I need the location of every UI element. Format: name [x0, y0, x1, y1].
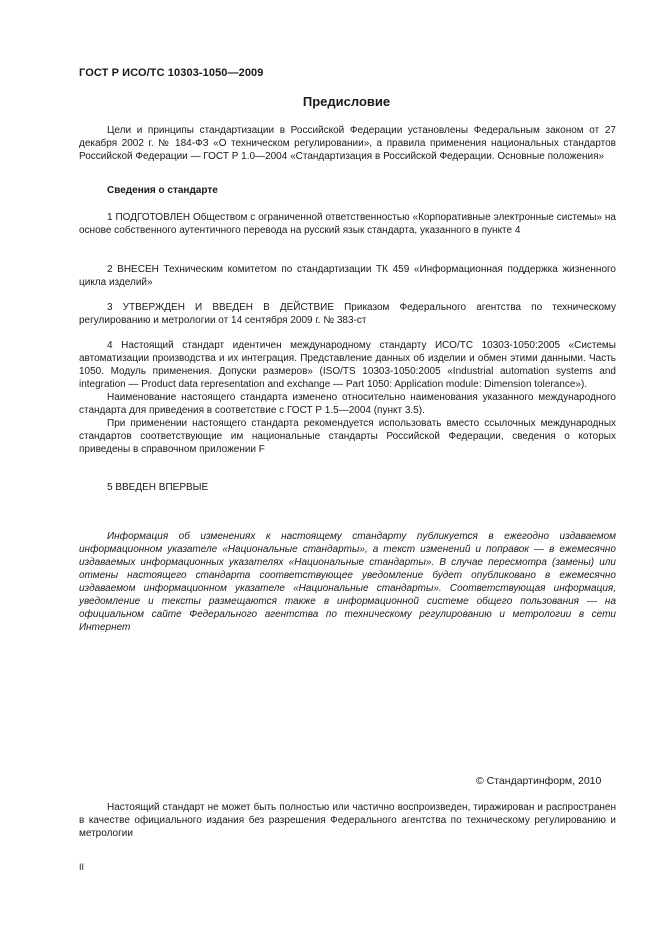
item-3-text: 3 УТВЕРЖДЕН И ВВЕДЕН В ДЕЙСТВИЕ Приказом Федерального агентства по техническому регулированию и метрологии от 14 сентября 2009 г. № 383-ст	[79, 302, 616, 326]
item-1-text: 1 ПОДГОТОВЛЕН Обществом с ограниченной ответственностью «Корпоративные электронные системы» на основе собственного аутентичного перевода на русский язык стандарта, указанного в пункте 4	[79, 212, 616, 236]
notice-paragraph: Информация об изменениях к настоящему стандарту публикуется в ежегодно издаваемом информационном указателе «Национальные стандарты», а текст изменений и поправок — в ежемесячно издаваемых информационных указателях «Национальные стандарты». В случае пересмотра (замены) или отмены настоящего стандарта соответствующее уведомление будет опубликовано в ежемесячно издаваемом информационном указателе «Национальные стандарты». Соответствующая информация, уведомление и тексты размещаются также в информационной системе общего пользования — на официальном сайте Федерального агентства по техническому регулированию и метрологии в сети Интернет	[79, 531, 616, 633]
item-2	[79, 263, 616, 289]
info-heading: Сведения о стандарте	[107, 185, 218, 196]
item-4-reference-note: При применении настоящего стандарта рекомендуется использовать вместо ссылочных международных стандартов соответствующие им национальные стандарты Российской Федерации, сведения о которых приведены в справочном приложении F	[79, 418, 616, 455]
page-number: II	[79, 862, 85, 872]
item-5-text: 5 ВВЕДЕН ВПЕРВЫЕ	[107, 482, 209, 493]
standard-header: ГОСТ Р ИСО/ТС 10303-1050—2009	[79, 67, 264, 79]
page-title: Предисловие	[302, 94, 391, 109]
item-4	[79, 339, 616, 456]
copyright-line: © Стандартинформ, 2010	[476, 775, 602, 787]
footer-paragraph: Настоящий стандарт не может быть полностью или частично воспроизведен, тиражирован и распространен в качестве официального издания без разрешения Федерального агентства по техническому регулированию и метрологии	[79, 802, 616, 839]
item-4-rename-note: Наименование настоящего стандарта изменено относительно наименования указанного международного стандарта для приведения в соответствие с ГОСТ Р 1.5—2004 (пункт 3.5).	[79, 392, 616, 416]
item-4-text: 4 Настоящий стандарт идентичен международному стандарту ИСО/ТС 10303-1050:2005 «Системы автоматизации производства и их интеграция. Представление данных об изделии и обмен этими данными. Часть 1050. Модуль применения. Допуски размеров» (ISO/TS 10303-1050:2005 «Industrial automation systems and integration — Product data representation and exchange — Part 1050: Application module: Dimension tolerance»).	[79, 340, 616, 390]
item-5	[79, 481, 616, 494]
footer-block	[79, 801, 616, 840]
item-3	[79, 301, 616, 327]
intro-block	[79, 124, 616, 163]
intro-paragraph: Цели и принципы стандартизации в Российской Федерации установлены Федеральным законом от 27 декабря 2002 г. № 184-ФЗ «О техническом регулировании», а правила применения национальных стандартов Российской Федерации — ГОСТ Р 1.0—2004 «Стандартизация в Российской Федерации. Основные положения»	[79, 125, 616, 162]
notice-block	[79, 530, 616, 634]
item-1	[79, 211, 616, 237]
item-2-text: 2 ВНЕСЕН Техническим комитетом по стандартизации ТК 459 «Информационная поддержка жизненного цикла изделий»	[79, 264, 616, 288]
